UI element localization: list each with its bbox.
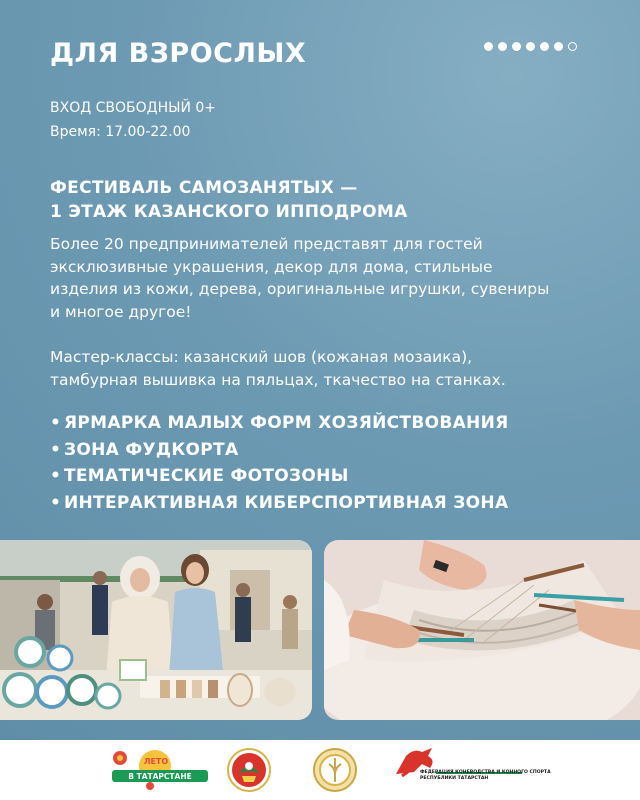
lace-making-photo <box>324 540 640 720</box>
slide-dot-6[interactable] <box>554 42 563 51</box>
masterclass-line: тамбурная вышивка на пяльцах, ткачество на станках. <box>50 370 506 389</box>
slide-dot-7[interactable] <box>568 42 577 51</box>
festival-heading-line: ФЕСТИВАЛЬ САМОЗАНЯТЫХ — <box>50 178 358 198</box>
svg-text:ЛЕТО: ЛЕТО <box>143 757 169 766</box>
masterclass-description <box>50 346 610 391</box>
fair-photo <box>0 540 312 720</box>
masterclass-line: Мастер-классы: казанский шов (кожаная мозаика), <box>50 348 473 366</box>
federation-name-line: РЕСПУБЛИКИ ТАТАРСТАН <box>420 776 489 781</box>
list-item: • ИНТЕРАКТИВНАЯ КИБЕРСПОРТИВНАЯ ЗОНА <box>50 492 509 513</box>
ministry-seal <box>310 746 360 794</box>
slide-indicator[interactable] <box>484 42 577 51</box>
feature-list <box>50 410 509 516</box>
equestrian-federation-logo <box>392 746 551 794</box>
festival-description <box>50 233 610 323</box>
tatarstan-emblem <box>224 746 274 794</box>
svg-text:В ТАТАРСТАНЕ: В ТАТАРСТАНЕ <box>128 772 192 781</box>
slide-dot-2[interactable] <box>498 42 507 51</box>
festival-heading <box>50 176 408 224</box>
festival-heading-line: 1 ЭТАЖ КАЗАНСКОГО ИППОДРОМА <box>50 202 408 222</box>
footer-partners <box>0 740 640 800</box>
slide-dot-4[interactable] <box>526 42 535 51</box>
slide-dot-3[interactable] <box>512 42 521 51</box>
list-item: • ЗОНА ФУДКОРТА <box>50 439 239 460</box>
page-title: ДЛЯ ВЗРОСЛЫХ <box>50 38 307 69</box>
leto-logo <box>110 746 210 794</box>
list-item: • ЯРМАРКА МАЛЫХ ФОРМ ХОЗЯЙСТВОВАНИЯ <box>50 413 509 433</box>
description-line: изделия из кожи, дерева, оригинальные игрушки, сувениры <box>50 280 550 298</box>
description-line: эксклюзивные украшения, декор для дома, стильные <box>50 257 493 276</box>
time-info: Время: 17.00-22.00 <box>50 124 191 140</box>
description-line: Более 20 предпринимателей представят для гостей <box>50 235 483 253</box>
list-item: • ТЕМАТИЧЕСКИЕ ФОТОЗОНЫ <box>50 466 349 486</box>
entry-info: ВХОД СВОБОДНЫЙ 0+ <box>50 100 217 116</box>
slide-dot-1[interactable] <box>484 42 493 51</box>
description-line: и многое другое! <box>50 302 192 321</box>
federation-name-line: ФЕДЕРАЦИЯ КОНЕВОДСТВА И КОННОГО СПОРТА <box>420 770 551 775</box>
slide-dot-5[interactable] <box>540 42 549 51</box>
